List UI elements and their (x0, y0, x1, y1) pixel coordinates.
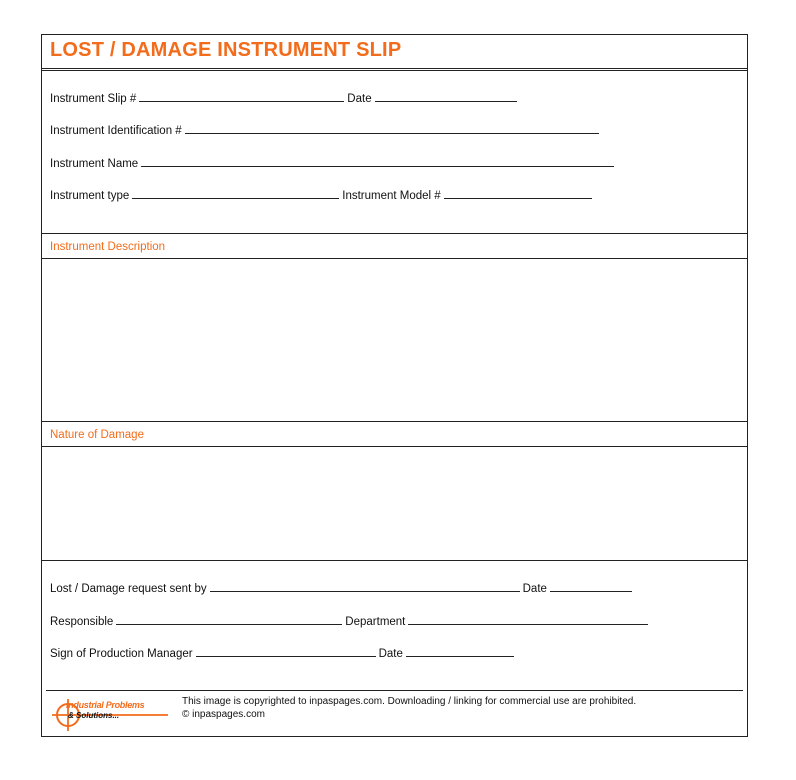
date-input-line[interactable] (550, 580, 632, 592)
identification-input-line[interactable] (185, 122, 599, 134)
description-top-divider (42, 233, 747, 234)
sign-label: Sign of Production Manager (50, 648, 193, 660)
department-label: Department (345, 616, 406, 628)
date-label: Date (522, 583, 547, 595)
slip-input-line[interactable] (139, 90, 344, 102)
date-label: Date (347, 93, 372, 105)
model-input-line[interactable] (444, 187, 592, 199)
identification-label: Instrument Identification # (50, 125, 182, 137)
sign-input-line[interactable] (196, 645, 376, 657)
responsible-input-line[interactable] (116, 613, 342, 625)
date-input-line[interactable] (375, 90, 517, 102)
form-title: LOST / DAMAGE INSTRUMENT SLIP (50, 39, 402, 61)
sent-by-label: Lost / Damage request sent by (50, 583, 207, 595)
sent-by-input-line[interactable] (210, 580, 520, 592)
damage-top-divider (42, 421, 747, 422)
date-label: Date (378, 648, 403, 660)
department-input-line[interactable] (408, 613, 648, 625)
field-row-responsible (50, 613, 651, 628)
field-row-sent-by (50, 580, 635, 595)
title-row (42, 35, 747, 69)
damage-end-divider (42, 560, 747, 561)
copyright-site: © inpaspages.com (182, 709, 265, 720)
description-label: Instrument Description (50, 241, 166, 253)
field-row-identification (50, 122, 602, 137)
field-row-name (50, 155, 617, 170)
name-input-line[interactable] (141, 155, 614, 167)
field-row-sign (50, 645, 517, 660)
name-label: Instrument Name (50, 158, 139, 170)
model-label: Instrument Model # (342, 190, 441, 202)
footer-divider (46, 690, 743, 691)
damage-area[interactable] (42, 447, 747, 560)
company-logo (46, 695, 170, 733)
logo-line2: & Solutions... (68, 711, 120, 720)
field-row-slip (50, 90, 520, 105)
field-row-type (50, 187, 595, 202)
type-label: Instrument type (50, 190, 130, 202)
type-input-line[interactable] (132, 187, 339, 199)
slip-label: Instrument Slip # (50, 93, 137, 105)
logo-line1: Industrial Problems (66, 700, 145, 710)
lost-damage-form (41, 34, 748, 737)
copyright-notice: This image is copyrighted to inpaspages.com. Downloading / linking for commercial use are prohibited. (182, 696, 637, 707)
damage-label: Nature of Damage (50, 429, 144, 441)
responsible-label: Responsible (50, 616, 114, 628)
title-divider (42, 70, 747, 71)
description-area[interactable] (42, 259, 747, 421)
date-input-line[interactable] (406, 645, 514, 657)
